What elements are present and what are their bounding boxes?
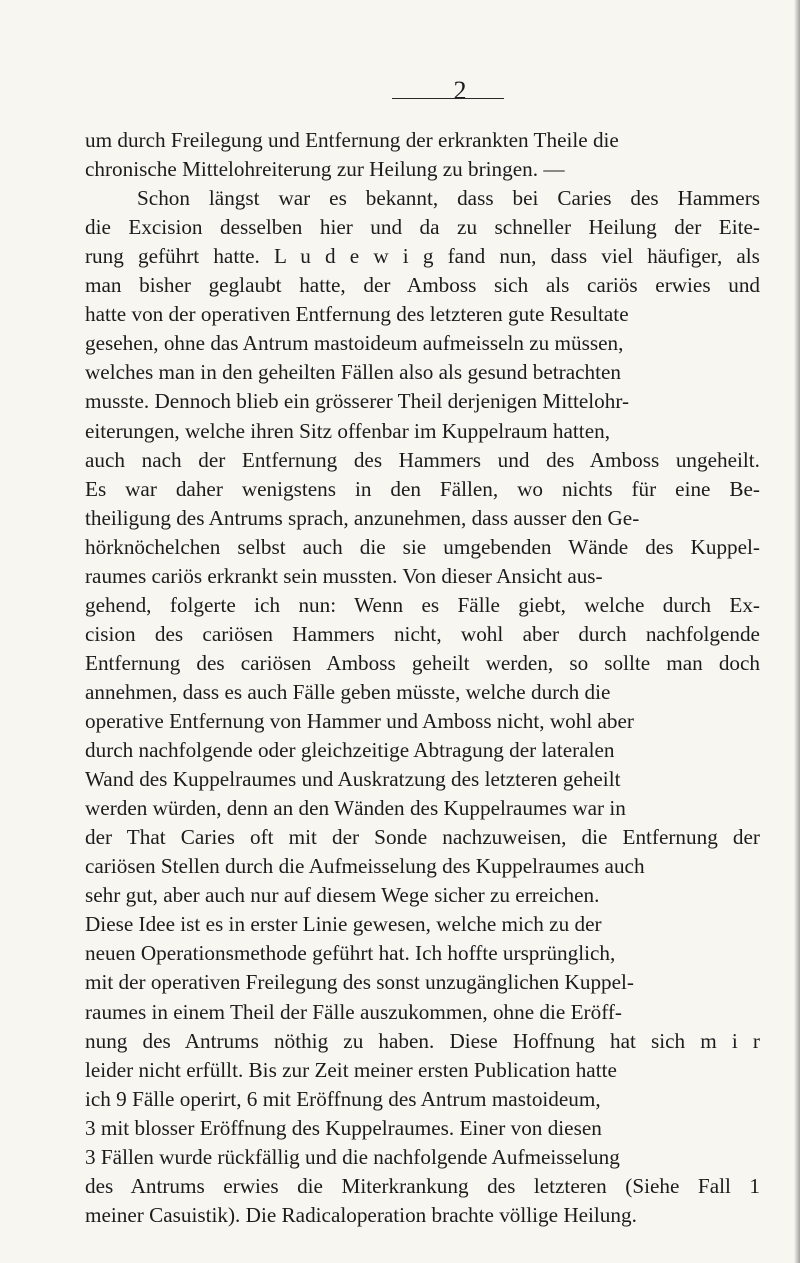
text-line-content: raumes in einem Theil der Fälle auszukommen, ohne die Eröff- [85, 999, 622, 1024]
text-line-content: Diese Idee ist es in erster Linie gewesen, welche mich zu der [85, 912, 602, 937]
text-line [0, 504, 800, 533]
text-line [0, 1085, 800, 1114]
text-line [0, 126, 800, 155]
text-line-content: durch nachfolgende oder gleichzeitige Abtragung der lateralen [85, 738, 615, 763]
text-line-content: 3 mit blosser Eröffnung des Kuppelraumes. Einer von diesen [85, 1115, 602, 1140]
text-line [0, 387, 800, 416]
text-line [0, 620, 800, 649]
text-line-content: der That Caries oft mit der Sonde nachzuweisen, die Entfernung der [85, 825, 760, 850]
text-line-content: Schon längst war es bekannt, dass bei Caries des Hammers [137, 186, 760, 211]
text-line-content: auch nach der Entfernung des Hammers und des Amboss ungeheilt. [85, 447, 760, 472]
text-line [0, 1056, 800, 1085]
text-line-content: eiterungen, welche ihren Sitz offenbar im Kuppelraum hatten, [85, 418, 610, 443]
text-line [0, 358, 800, 387]
text-line-content: annehmen, dass es auch Fälle geben müsste, welche durch die [85, 679, 611, 704]
text-line [0, 213, 800, 242]
text-line-content: gehend, folgerte ich nun: Wenn es Fälle giebt, welche durch Ex- [85, 592, 760, 617]
text-line-content: sehr gut, aber auch nur auf diesem Wege sicher zu erreichen. [85, 883, 600, 908]
text-line-content: Es war daher wenigstens in den Fällen, wo nichts für eine Be- [85, 476, 760, 501]
text-line-content: raumes cariös erkrankt sein mussten. Von dieser Ansicht aus- [85, 563, 603, 588]
text-line [0, 533, 800, 562]
text-line-content: musste. Dennoch blieb ein grösserer Theil derjenigen Mittelohr- [85, 389, 630, 414]
text-line-content: cariösen Stellen durch die Aufmeisselung des Kuppelraumes auch [85, 854, 645, 879]
text-line [0, 678, 800, 707]
text-line [0, 242, 800, 271]
text-line-content: mit der operativen Freilegung des sonst unzugänglichen Kuppel- [85, 970, 634, 995]
text-line-content: meiner Casuistik). Die Radicaloperation brachte völlige Heilung. [85, 1202, 637, 1227]
text-line [0, 591, 800, 620]
text-line [0, 998, 800, 1027]
text-line [0, 1143, 800, 1172]
page-edge-shadow [794, 0, 800, 1263]
text-line [0, 1201, 800, 1230]
text-line [0, 765, 800, 794]
text-line [0, 446, 800, 475]
text-line-content: gesehen, ohne das Antrum mastoideum aufmeisseln zu müssen, [85, 331, 624, 356]
text-line-content: rung geführt hatte. L u d e w i g fand nun, dass viel häufiger, als [85, 244, 760, 269]
text-line-content: Wand des Kuppelraumes und Auskratzung des letzteren geheilt [85, 767, 621, 792]
text-line [0, 475, 800, 504]
text-line-content: hörknöchelchen selbst auch die sie umgebenden Wände des Kuppel- [85, 534, 760, 559]
text-line [0, 939, 800, 968]
text-line [0, 736, 800, 765]
page-number: 2 [453, 76, 467, 105]
text-line-content: neuen Operationsmethode geführt hat. Ich hoffte ursprünglich, [85, 941, 616, 966]
text-line-content: nung des Antrums nöthig zu haben. Diese Hoffnung hat sich m i r [85, 1028, 760, 1053]
text-line-content: man bisher geglaubt hatte, der Amboss sich als cariös erwies und [85, 273, 761, 298]
text-line [0, 910, 800, 939]
text-line-content: operative Entfernung von Hammer und Amboss nicht, wohl aber [85, 709, 634, 733]
text-line [0, 707, 800, 736]
text-line-content: die Excision desselben hier und da zu schneller Heilung der Eite- [85, 215, 760, 240]
text-line-content: Entfernung des cariösen Amboss geheilt werden, so sollte man doch [85, 650, 761, 675]
text-line [0, 329, 800, 358]
text-line-content: theiligung des Antrums sprach, anzunehmen, dass ausser den Ge- [85, 505, 640, 530]
text-line-content: hatte von der operativen Entfernung des letzteren gute Resultate [85, 302, 629, 327]
text-line [0, 271, 800, 300]
text-line [0, 1114, 800, 1143]
text-line [0, 649, 800, 678]
text-line [0, 968, 800, 997]
text-line [0, 794, 800, 823]
text-line-content: um durch Freilegung und Entfernung der erkrankten Theile die [85, 128, 619, 152]
text-line [0, 417, 800, 446]
text-line [0, 881, 800, 910]
text-line [0, 184, 800, 213]
text-line-content: chronische Mittelohreiterung zur Heilung zu bringen. — [85, 157, 565, 182]
text-line [0, 300, 800, 329]
text-line-content: des Antrums erwies die Miterkrankung des letzteren (Siehe Fall 1 [85, 1173, 761, 1198]
text-line [0, 823, 800, 852]
text-line-content: ich 9 Fälle operirt, 6 mit Eröffnung des Antrum mastoideum, [85, 1086, 601, 1111]
header-rule [392, 98, 504, 99]
text-line [0, 562, 800, 591]
text-line-content: welches man in den geheilten Fällen also als gesund betrachten [85, 360, 621, 385]
text-line [0, 1027, 800, 1056]
text-line-content: leider nicht erfüllt. Bis zur Zeit meiner ersten Publication hatte [85, 1057, 617, 1082]
text-line-content: 3 Fällen wurde rückfällig und die nachfolgende Aufmeisselung [85, 1144, 620, 1169]
text-line [0, 852, 800, 881]
text-line-content: cision des cariösen Hammers nicht, wohl aber durch nachfolgende [85, 621, 760, 646]
text-line [0, 1172, 800, 1201]
text-line [0, 155, 800, 184]
text-line-content: werden würden, denn an den Wänden des Kuppelraumes war in [85, 796, 626, 821]
